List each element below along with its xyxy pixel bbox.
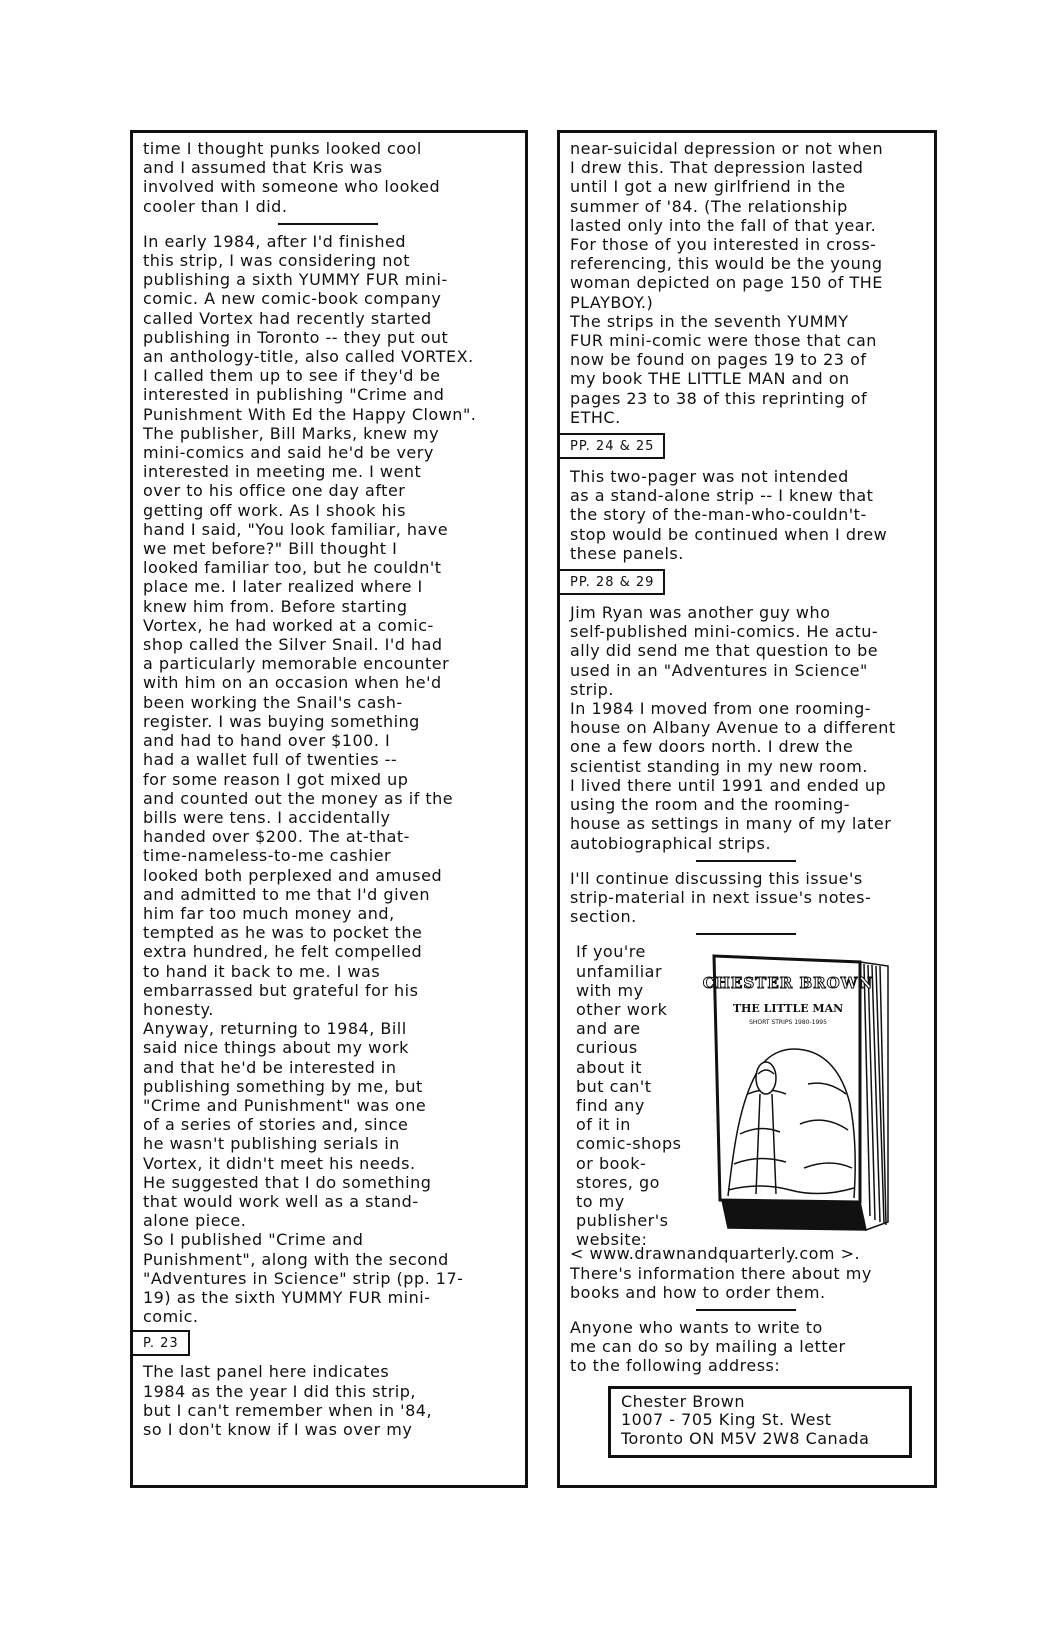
- address-street: 1007 - 705 King St. West: [621, 1410, 832, 1430]
- mailing-address-box: [608, 1386, 912, 1458]
- notes-paragraph: In 1984 I moved from one rooming- house on Albany Avenue to a different one a few doors north. I drew the scientist standing in my new room. I lived there until 1991 and ended up using the room and the rooming- house as settings in many of my later autobiographical strips.: [570, 699, 896, 853]
- book-promo: [570, 942, 922, 1250]
- notes-column-right: [557, 130, 937, 1488]
- notes-paragraph: The strips in the seventh YUMMY FUR mini-comic were those that can now be found on pages 19 to 23 of my book THE LITTLE MAN and on pages 23 to 38 of this reprinting of ETHC.: [570, 311, 877, 427]
- notes-paragraph: So I published "Crime and Punishment", along with the second "Adventures in Science" strip (pp. 17- 19) as the sixth YUMMY FUR mini- comic.: [143, 1230, 464, 1327]
- book-cover-illustration: [700, 954, 890, 1234]
- notes-paragraph: Anyway, returning to 1984, Bill said nice things about my work and that he'd be interested in publishing something by me, but "Crime and Punishment" was one of a series of stories and, since he wasn't publishing serials in Vortex, it didn't meet his needs. He suggested that I do something that would work well as a stand- alone piece.: [143, 1019, 432, 1231]
- notes-paragraph: There's information there about my books and how to order them.: [570, 1263, 872, 1302]
- section-divider: [696, 1309, 796, 1311]
- notes-column-left: [130, 130, 528, 1488]
- section-divider: [278, 223, 378, 225]
- book-cover-subtitle: SHORT STRIPS 1980-1995: [749, 1019, 827, 1027]
- notes-paragraph: Anyone who wants to write to me can do so by mailing a letter to the following address:: [570, 1317, 846, 1376]
- website-link[interactable]: < www.drawnandquarterly.com >.: [570, 1244, 861, 1264]
- notes-paragraph: time I thought punks looked cool and I assumed that Kris was involved with someone who looked cooler than I did.: [143, 139, 441, 216]
- notes-paragraph: near-suicidal depression or not when I drew this. That depression lasted until I got a new girlfriend in the summer of '84. (The relationship lasted only into the fall of that year. For those of you interested in cross- referencing, this would be the young woman depicted on page 150 of THE PLAYBOY.): [570, 139, 884, 312]
- notes-paragraph: I'll continue discussing this issue's strip-material in next issue's notes- section.: [570, 868, 872, 927]
- book-cover-title: THE LITTLE MAN: [732, 1002, 844, 1016]
- section-divider: [696, 933, 796, 935]
- notes-paragraph: In early 1984, after I'd finished this strip, I was considering not publishing a sixth YUMMY FUR mini- comic. A new comic-book company called Vortex had recently started publishing in Toronto -- they put out an anthology-title, also called VORTEX. I called them up to see if they'd be interested in publishing "Crime and Punishment With Ed the Happy Clown". The publisher, Bill Marks, knew my mini-comics and said he'd be very interested in meeting me. I went over to his office one day after getting off work. As I shook his hand I said, "You look familiar, have we met before?" Bill thought I looked familiar too, but he couldn't place me. I later realized where I knew him from. Before starting Vortex, he had worked at a comic- shop called the Silver Snail. I'd had a particularly memorable encounter with him on an occasion when he'd been working the Snail's cash- register. I was buying something and had to hand over $100. I had a wallet full of twenties -- for some reason I got mixed up and counted out the money as if the bills were tens. I accidentally handed over $200. The at-that- time-nameless-to-me cashier looked both perplexed and amused and admitted to me that I'd given him far too much money and, tempted as he was to pocket the extra hundred, he felt compelled to hand it back to me. I was embarrassed but grateful for his honesty.: [143, 231, 477, 1019]
- book-cover-author: CHESTER BROWN: [702, 974, 874, 993]
- address-name: Chester Brown: [621, 1391, 745, 1411]
- notes-paragraph: Jim Ryan was another guy who self-published mini-comics. He actu- ally did send me that question to be used in an "Adventures in Science" strip.: [570, 603, 879, 699]
- page-reference-label: P. 23: [133, 1330, 190, 1356]
- page-reference-label: PP. 24 & 25: [560, 433, 665, 459]
- section-divider: [696, 860, 796, 862]
- promo-text: If you're unfamiliar with my other work and are curious about it but can't find any of it in comic-shops or book- stores, go to my publisher's website:: [576, 942, 682, 1250]
- notes-paragraph: The last panel here indicates 1984 as the year I did this strip, but I can't remember when in '84, so I don't know if I was over my: [143, 1362, 433, 1439]
- notes-paragraph: This two-pager was not intended as a stand-alone strip -- I knew that the story of the-man-who-couldn't- stop would be continued when I drew these panels.: [570, 467, 888, 563]
- address-city: Toronto ON M5V 2W8 Canada: [621, 1429, 870, 1449]
- page-reference-label: PP. 28 & 29: [560, 569, 665, 595]
- book-front-cover: [714, 956, 860, 1202]
